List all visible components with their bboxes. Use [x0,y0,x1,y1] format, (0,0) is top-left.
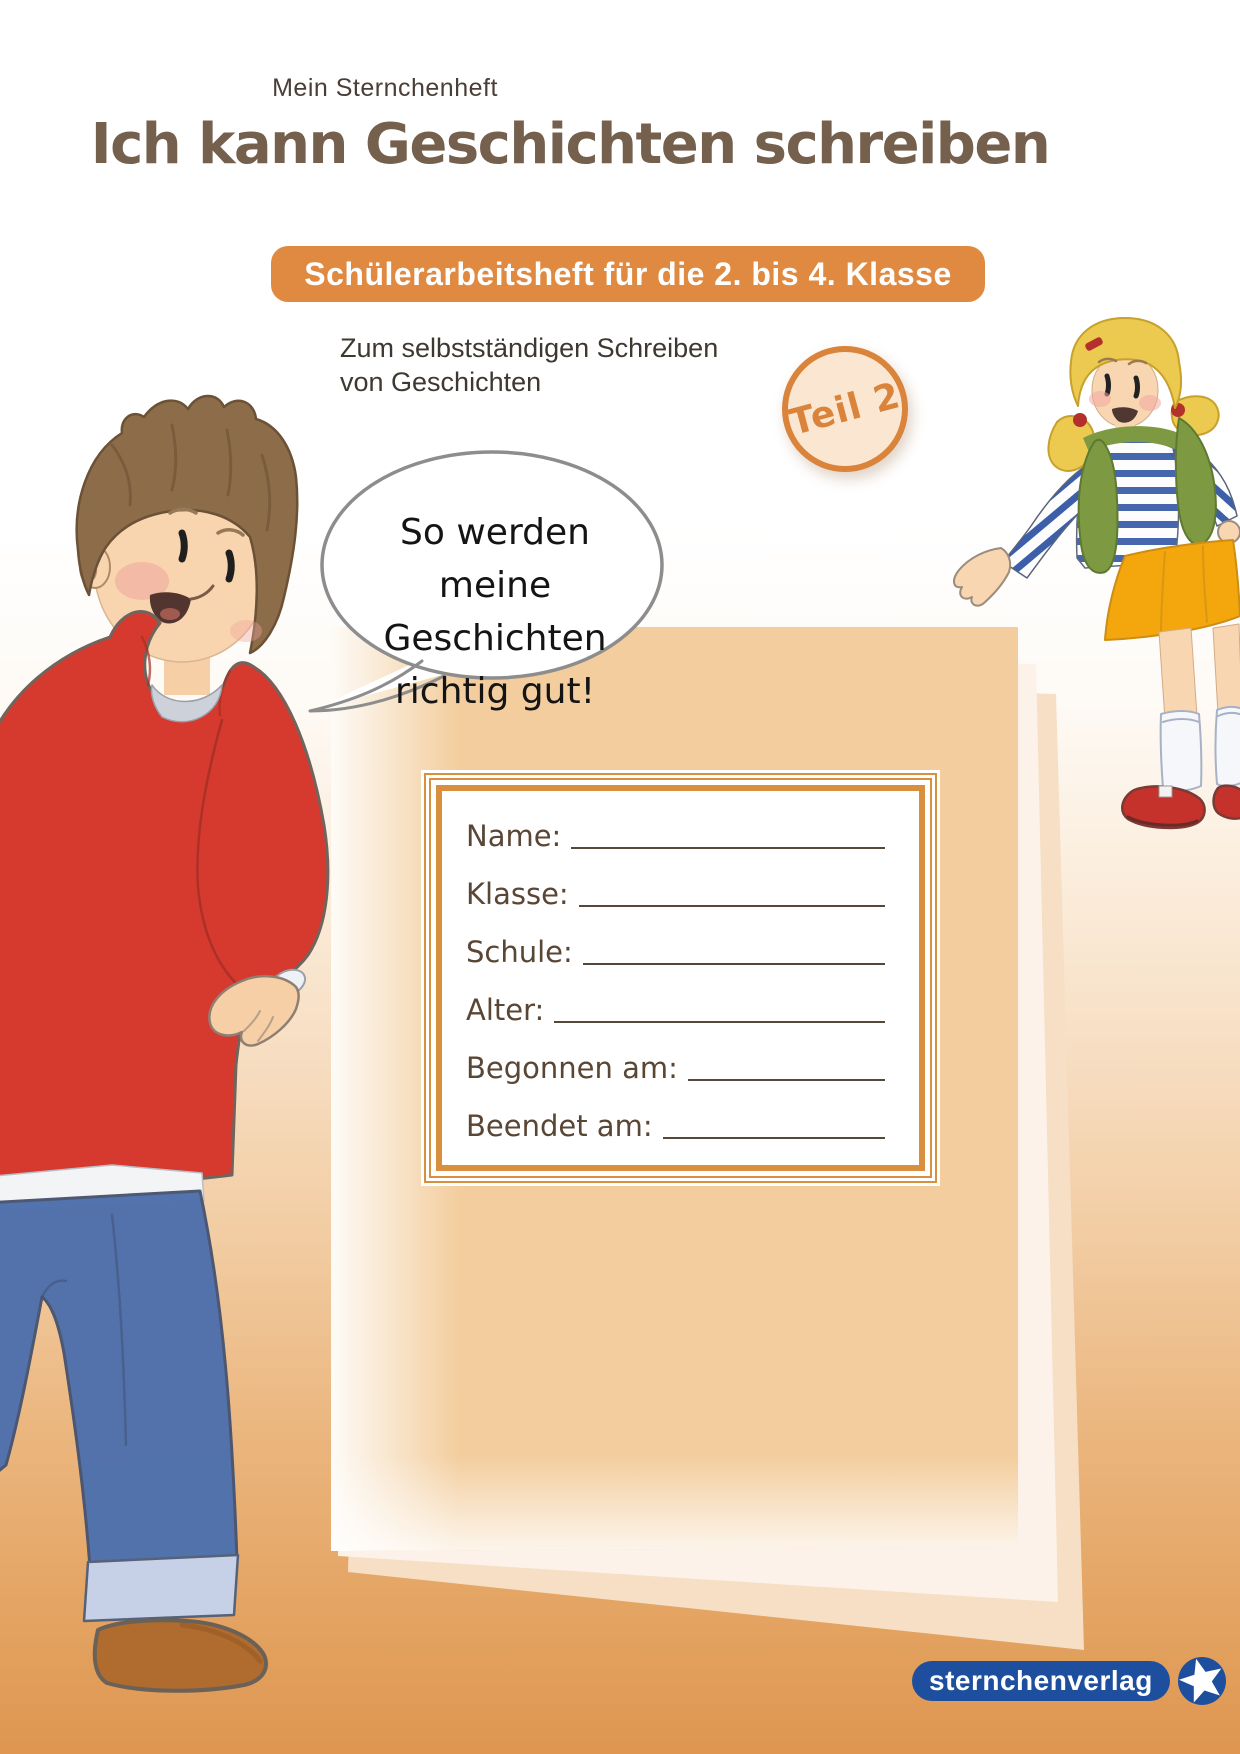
girl-sock-right [1216,707,1240,786]
page-title: Ich kann Geschichten schreiben [90,112,1050,177]
publisher-logo [912,1656,1227,1706]
field-line-beendet [663,1137,885,1139]
form-row [466,917,885,975]
bubble-line-2: meine Geschichten [383,565,607,659]
form-row [466,801,885,859]
girl-vest-right [1176,418,1216,544]
girl-hand [954,548,1010,606]
publisher-name: sternchenverlag [912,1661,1170,1701]
student-info-panel [421,770,940,1186]
boy-jeans-cuff [84,1555,238,1621]
hair-tie-left [1073,413,1087,427]
boy-jeans [0,1191,237,1568]
student-info-form [436,785,925,1171]
field-label-name: Name: [466,819,562,853]
boy-shoe [95,1620,266,1690]
class-banner: Schülerarbeitsheft für die 2. bis 4. Klasse [271,246,985,302]
subtitle-line-1: Zum selbstständigen Schreiben [340,333,719,363]
field-line-klasse [579,905,885,907]
bubble-line-1: So werden [400,512,590,553]
form-row [466,1033,885,1091]
hair-tie-right [1171,403,1185,417]
speech-bubble-text [330,506,660,718]
field-label-begonnen: Begonnen am: [466,1051,678,1085]
form-row [466,975,885,1033]
star-icon [1177,1656,1227,1706]
form-row [466,1091,885,1149]
subtitle [340,331,718,399]
series-label: Mein Sternchenheft [272,74,498,102]
girl-sock-left [1161,711,1202,791]
field-line-name [571,847,885,849]
field-label-beendet: Beendet am: [466,1109,653,1143]
field-line-schule [583,963,885,965]
field-label-alter: Alter: [466,993,545,1027]
girl-illustration [935,300,1240,845]
part-badge-label: Teil 2 [785,374,905,444]
girl-skirt [1105,540,1240,640]
subtitle-line-2: von Geschichten [340,367,542,397]
girl-shoe-right [1214,786,1240,819]
field-line-alter [554,1021,885,1023]
part-badge [782,346,908,472]
field-label-schule: Schule: [466,935,573,969]
form-row [466,859,885,917]
field-label-klasse: Klasse: [466,877,569,911]
bubble-line-3: richtig gut! [394,671,596,712]
field-line-begonnen [688,1079,885,1081]
